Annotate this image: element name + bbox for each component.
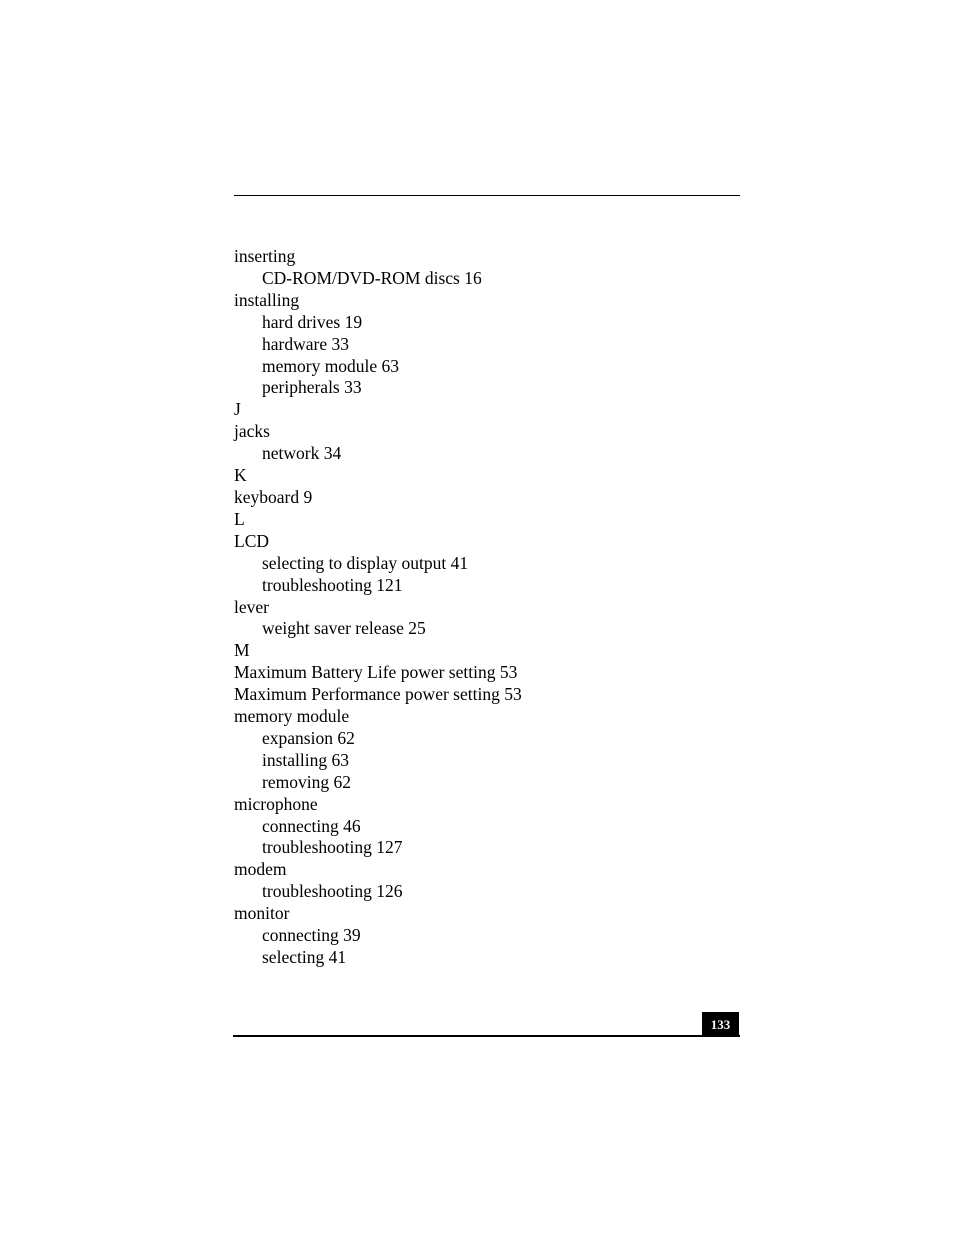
index-entry: Maximum Battery Life power setting 53 [234,662,518,683]
index-subentry: troubleshooting 127 [262,837,403,858]
index-subentry: hard drives 19 [262,311,363,332]
index-subentry: hardware 33 [262,333,349,354]
index-entry: memory module [234,706,350,727]
header-rule [234,195,740,196]
index-section-letter: L [234,508,245,529]
index-subentry: network 34 [262,443,342,464]
index-subentry: weight saver release 25 [262,618,426,639]
index-entry: keyboard 9 [234,486,313,507]
index-section-letter: J [234,399,241,420]
index-list [234,246,522,969]
page-number: 133 [702,1012,739,1037]
index-section-letter: M [234,640,250,661]
index-entry: microphone [234,793,318,814]
index-entry: modem [234,859,287,880]
index-subentry: connecting 46 [262,815,361,836]
index-subentry: selecting to display output 41 [262,552,469,573]
index-entry: lever [234,596,269,617]
index-subentry: expansion 62 [262,727,355,748]
index-entry: installing [234,289,300,310]
index-subentry: selecting 41 [262,947,347,967]
index-entry: inserting [234,246,296,266]
index-subentry: troubleshooting 126 [262,881,403,902]
index-subentry: CD-ROM/DVD-ROM discs 16 [262,267,482,288]
footer-rule [233,1035,740,1037]
index-subentry: installing 63 [262,749,350,770]
index-subentry: peripherals 33 [262,377,362,398]
index-section-letter: K [234,465,247,486]
index-entry: monitor [234,903,290,924]
index-subentry: memory module 63 [262,355,400,376]
index-subentry: troubleshooting 121 [262,574,403,595]
index-entry: LCD [234,530,269,551]
index-subentry: connecting 39 [262,925,361,946]
index-entry: jacks [234,421,270,442]
index-entry: Maximum Performance power setting 53 [234,684,522,705]
index-subentry: removing 62 [262,771,351,792]
